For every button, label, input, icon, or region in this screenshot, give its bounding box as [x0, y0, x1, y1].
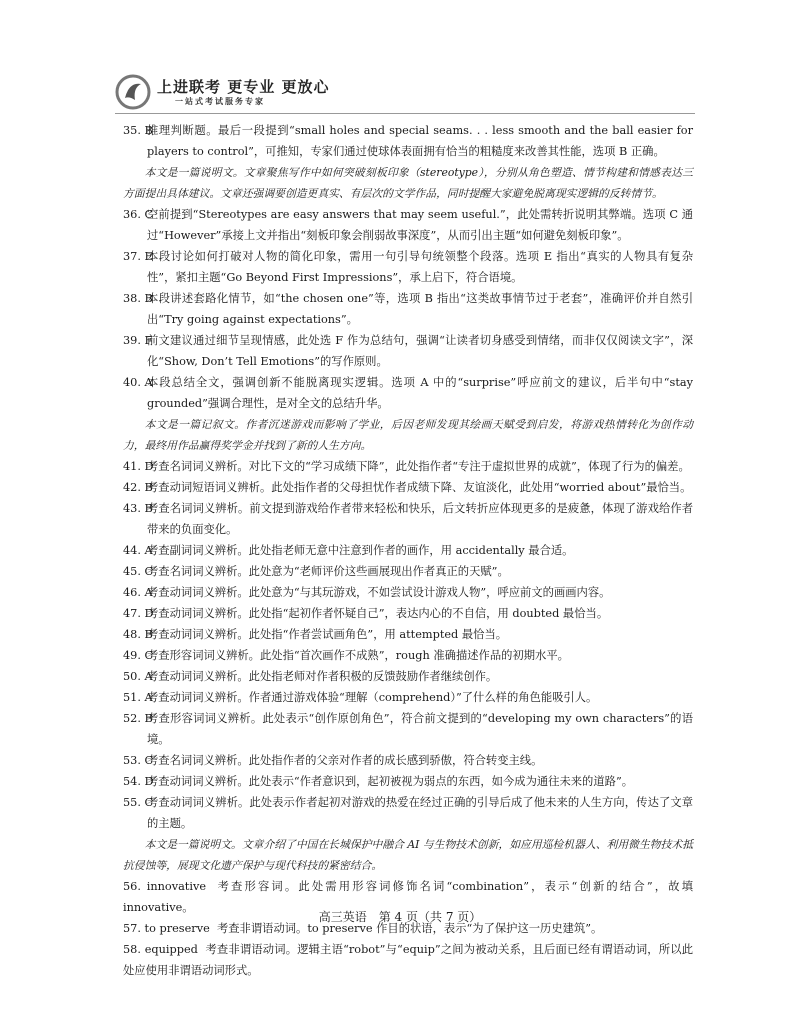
answer-number: 50. A: [123, 670, 153, 683]
answer-item: [123, 666, 693, 687]
answer-explanation: 考查名词词义辨析。对比下文的“学习成绩下降”，此处指作者“专注于虚拟世界的成就”，体现了行为的偏差。: [147, 460, 690, 473]
answer-explanation: 考查动词短语词义辨析。此处指作者的父母担忧作者成绩下降、友谊淡化，此处用“worried about”最恰当。: [147, 481, 692, 494]
answer-number: 42. B: [123, 481, 153, 494]
answer-number: 54. D: [123, 775, 154, 788]
answer-explanation: 考查形容词词义辨析。此处表示“创作原创角色”，符合前文提到的“developing my own characters”的语境。: [147, 712, 693, 746]
answer-item: [123, 540, 693, 561]
answer-explanation: 考查动词词义辨析。此处表示“作者意识到，起初被视为弱点的东西，如今成为通往未来的道路”。: [147, 775, 634, 788]
answer-explanation: 考查非谓语动词。to preserve 作目的状语，表示“为了保护这一历史建筑”。: [216, 922, 603, 935]
passage-summary: 本文是一篇记叙文。作者沉迷游戏而影响了学业，后因老师发现其绘画天赋受到启发，将游戏热情转化为创作动力，最终用作品赢得奖学金并找到了新的人生方向。: [123, 418, 693, 452]
answer-item: [123, 561, 693, 582]
answer-number: 41. D: [123, 460, 154, 473]
answer-number: 57. to preserve: [123, 922, 210, 935]
brand-slogan: 上进联考 更专业 更放心: [157, 78, 330, 96]
answer-item: [123, 750, 693, 771]
answer-explanation: 本段讨论如何打破对人物的简化印象，需用一句引导句统领整个段落。选项 E 指出“真实的人物具有复杂性”，紧扣主题“Go Beyond First Impressions”，承上启下，符合语境。: [147, 250, 693, 284]
answer-number: 52. B: [123, 712, 153, 725]
answer-number: 36. C: [123, 208, 154, 221]
header-divider: [115, 113, 695, 114]
answer-explanation: 前文建议通过细节呈现情感，此处选 F 作为总结句，强调“让读者切身感受到情绪，而非仅仅阅读文字”，深化“Show, Don’t Tell Emotions”的写作原则。: [147, 334, 693, 368]
answer-item: [123, 330, 693, 372]
passage-summary: 本文是一篇说明文。文章聚焦写作中如何突破刻板印象（stereotype），分别从角色塑造、情节构建和情感表达三方面提出具体建议。文章还强调要创造更真实、有层次的文学作品，同时提醒大家避免脱离现实逻辑的反转情节。: [123, 166, 693, 200]
answer-explanation: 考查名词词义辨析。前文提到游戏给作者带来轻松和快乐，后文转折应体现更多的是疲惫，体现了游戏给作者带来的负面变化。: [147, 502, 693, 536]
answer-item: [123, 246, 693, 288]
answer-item: [123, 792, 693, 834]
answer-number: 49. C: [123, 649, 154, 662]
answer-number: 38. B: [123, 292, 153, 305]
answer-explanation: 考查形容词。此处需用形容词修饰名词“combination”，表示“创新的结合”，故填 innovative。: [123, 880, 693, 914]
page-footer: 高三英语 第 4 页（共 7 页）: [318, 910, 482, 924]
answer-explanation: 考查非谓语动词。逻辑主语“robot”与“equip”之间为被动关系，且后面已经有谓语动词，所以此处应使用非谓语动词形式。: [123, 943, 693, 977]
answer-explanation: 本段讲述套路化情节，如“the chosen one”等，选项 B 指出“这类故事情节过于老套”，准确评价并自然引出“Try going against expectations”。: [147, 292, 693, 326]
answer-number: 39. F: [123, 334, 153, 347]
answer-number: 46. A: [123, 586, 153, 599]
answer-number: 37. E: [123, 250, 153, 263]
passage-summary: 本文是一篇说明文。文章介绍了中国在长城保护中融合 AI 与生物技术创新，如应用巡检机器人、利用微生物技术抵抗侵蚀等，展现文化遗产保护与现代科技的紧密结合。: [123, 838, 693, 872]
answer-number: 43. B: [123, 502, 153, 515]
answer-item: [123, 498, 693, 540]
answer-item: [123, 372, 693, 414]
answer-number: 47. D: [123, 607, 154, 620]
answer-item: [123, 120, 693, 162]
answer-explanation: 考查动词词义辨析。此处指老师对作者积极的反馈鼓励作者继续创作。: [147, 670, 498, 683]
header-logo: [115, 72, 335, 112]
answer-number: 55. C: [123, 796, 154, 809]
answer-explanation: 本段总结全文，强调创新不能脱离现实逻辑。选项 A 中的“surprise”呼应前文的建议，后半句中“stay grounded”强调合理性，是对全文的总结升华。: [147, 376, 693, 410]
answer-item: [123, 477, 693, 498]
answer-item: [123, 939, 693, 981]
answer-explanation: 考查动词词义辨析。此处表示作者起初对游戏的热爱在经过正确的引导后成了他未来的人生方向，传达了文章的主题。: [147, 796, 693, 830]
answer-item: [123, 708, 693, 750]
answer-explanation: 空前提到“Stereotypes are easy answers that may seem useful.”，此处需转折说明其弊端。选项 C 通过“However”承接上文并指出“刻板印象会削弱故事深度”，从而引出主题“如何避免刻板印象”。: [147, 208, 693, 242]
answer-explanation: 考查动词词义辨析。此处意为“与其玩游戏，不如尝试设计游戏人物”，呼应前文的画画内容。: [147, 586, 611, 599]
answer-item: [123, 456, 693, 477]
answer-item: [123, 771, 693, 792]
answer-item: [123, 624, 693, 645]
answer-number: 45. C: [123, 565, 154, 578]
answer-number: 48. B: [123, 628, 153, 641]
answer-number: 44. A: [123, 544, 153, 557]
answer-explanation: 考查动词词义辨析。此处指“作者尝试画角色”，用 attempted 最恰当。: [147, 628, 508, 641]
answer-item: [123, 687, 693, 708]
brand-tagline: 一站式考试服务专家: [175, 97, 265, 106]
logo-swirl-icon: [115, 74, 151, 110]
answer-item: [123, 204, 693, 246]
answer-number: 51. A: [123, 691, 153, 704]
answer-explanation: 考查名词词义辨析。此处指作者的父亲对作者的成长感到骄傲，符合转变主线。: [147, 754, 543, 767]
answer-explanation: 推理判断题。最后一段提到“small holes and special seams. . . less smooth and the ball easier for players to control”，可推知，专家们通过使球体表面拥有恰当的粗糙度来改善其性能，选项 B 正确。: [147, 124, 693, 158]
answer-number: 53. C: [123, 754, 154, 767]
answer-item: [123, 582, 693, 603]
answer-item: [123, 603, 693, 624]
answer-explanation: 考查动词词义辨析。此处指“起初作者怀疑自己”，表达内心的不自信，用 doubted 最恰当。: [147, 607, 609, 620]
answer-number: 40. A: [123, 376, 153, 389]
answer-content: [123, 120, 693, 981]
answer-item: [123, 645, 693, 666]
answer-explanation: 考查形容词词义辨析。此处指“首次画作不成熟”，rough 准确描述作品的初期水平。: [147, 649, 569, 662]
answer-item: [123, 288, 693, 330]
answer-explanation: 考查动词词义辨析。作者通过游戏体验“理解（comprehend）”了什么样的角色能吸引人。: [147, 691, 598, 704]
answer-number: 56. innovative: [123, 880, 207, 893]
answer-number: 35. B: [123, 124, 153, 137]
answer-number: 58. equipped: [123, 943, 198, 956]
answer-explanation: 考查名词词义辨析。此处意为“老师评价这些画展现出作者真正的天赋”。: [147, 565, 509, 578]
answer-explanation: 考查副词词义辨析。此处指老师无意中注意到作者的画作，用 accidentally 最合适。: [147, 544, 574, 557]
